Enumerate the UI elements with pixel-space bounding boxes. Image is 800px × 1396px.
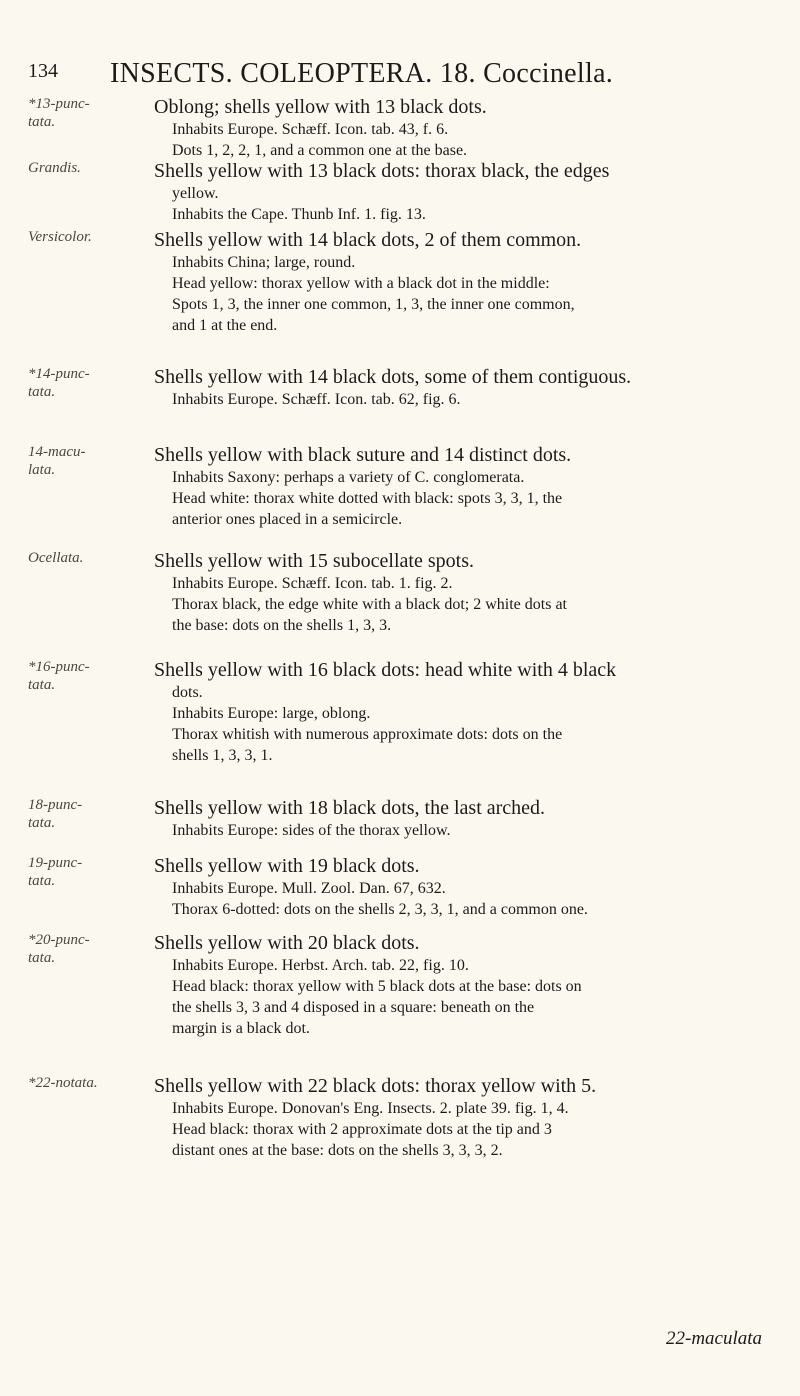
species-name — [28, 658, 123, 694]
running-title: INSECTS. COLEOPTERA. 18. Coccinella. — [110, 58, 614, 89]
description-main: Shells yellow with 16 black dots: head white with 4 black — [154, 659, 617, 681]
description-detail-line: Thorax whitish with numerous approximate dots: dots on the — [172, 726, 563, 743]
species-description — [154, 1074, 788, 1161]
description-detail-line: Inhabits Europe. Donovan's Eng. Insects. 2. plate 39. fig. 1, 4. — [172, 1100, 569, 1117]
description-detail-line: Thorax 6-dotted: dots on the shells 2, 3, 3, 1, and a common one. — [172, 901, 588, 918]
description-detail-line: Head white: thorax white dotted with black: spots 3, 3, 1, the — [172, 490, 563, 507]
species-description — [154, 95, 788, 161]
species-name-line: *16-punc- — [28, 659, 90, 675]
description-detail-line: dots. — [172, 684, 203, 701]
description-main: Shells yellow with 22 black dots: thorax yellow with 5. — [154, 1075, 597, 1097]
species-description — [154, 365, 788, 410]
description-detail-line: Inhabits China; large, round. — [172, 254, 356, 271]
species-name-line: tata. — [28, 815, 56, 831]
species-name-line: 14-macu- — [28, 444, 86, 460]
species-name — [28, 95, 123, 131]
species-description — [154, 658, 788, 766]
species-description — [154, 931, 788, 1039]
species-name-line: Versicolor. — [28, 229, 92, 245]
species-name-line: tata. — [28, 114, 56, 130]
species-name — [28, 365, 123, 401]
species-name — [28, 443, 123, 479]
description-detail-line: Head black: thorax yellow with 5 black dots at the base: dots on — [172, 978, 582, 995]
species-description — [154, 549, 788, 636]
description-main: Shells yellow with 20 black dots. — [154, 932, 420, 954]
description-detail-line: Inhabits the Cape. Thunb Inf. 1. fig. 13. — [172, 206, 426, 223]
description-detail-line: Inhabits Europe. Herbst. Arch. tab. 22, fig. 10. — [172, 957, 469, 974]
species-name-line: tata. — [28, 677, 56, 693]
description-main: Shells yellow with 19 black dots. — [154, 855, 420, 877]
description-detail-line: yellow. — [172, 185, 219, 202]
species-name-line: *20-punc- — [28, 932, 90, 948]
description-main: Shells yellow with 15 subocellate spots. — [154, 550, 474, 572]
species-name-line: *22-notata. — [28, 1075, 98, 1091]
description-detail-line: the base: dots on the shells 1, 3, 3. — [172, 617, 392, 634]
description-detail-line: distant ones at the base: dots on the shells 3, 3, 3, 2. — [172, 1142, 503, 1159]
species-name-line: *14-punc- — [28, 366, 90, 382]
description-detail-line: Head black: thorax with 2 approximate dots at the tip and 3 — [172, 1121, 552, 1138]
description-detail-line: the shells 3, 3 and 4 disposed in a square: beneath on the — [172, 999, 535, 1016]
description-detail-line: Spots 1, 3, the inner one common, 1, 3, the inner one common, — [172, 296, 575, 313]
description-detail-line: Inhabits Europe. Mull. Zool. Dan. 67, 632. — [172, 880, 446, 897]
description-detail-line: shells 1, 3, 3, 1. — [172, 747, 273, 764]
page-header — [28, 46, 778, 94]
species-name-line: tata. — [28, 873, 56, 889]
description-main: Shells yellow with 14 black dots, some of them contiguous. — [154, 366, 632, 388]
description-detail-line: Inhabits Europe: sides of the thorax yellow. — [172, 822, 451, 839]
description-detail-line: Dots 1, 2, 2, 1, and a common one at the base. — [172, 142, 468, 159]
catchword: 22-maculata — [666, 1328, 763, 1349]
description-detail-line: Thorax black, the edge white with a black dot; 2 white dots at — [172, 596, 567, 613]
description-detail-line: margin is a black dot. — [172, 1020, 310, 1037]
species-description — [154, 854, 788, 920]
description-detail-line: Head yellow: thorax yellow with a black dot in the middle: — [172, 275, 550, 292]
description-detail-line: and 1 at the end. — [172, 317, 278, 334]
description-main: Oblong; shells yellow with 13 black dots. — [154, 96, 487, 118]
species-name-line: Grandis. — [28, 160, 81, 176]
species-description — [154, 443, 788, 530]
species-name-line: tata. — [28, 950, 56, 966]
species-name-line: 19-punc- — [28, 855, 83, 871]
species-name — [28, 1074, 123, 1092]
species-name-line: *13-punc- — [28, 96, 90, 112]
description-detail-line: Inhabits Europe. Schæff. Icon. tab. 62, fig. 6. — [172, 391, 461, 408]
page-number: 134 — [28, 60, 58, 82]
species-name — [28, 796, 123, 832]
species-name — [28, 159, 123, 177]
description-main: Shells yellow with 18 black dots, the last arched. — [154, 797, 546, 819]
species-name-line: 18-punc- — [28, 797, 83, 813]
description-detail-line: Inhabits Europe. Schæff. Icon. tab. 43, f. 6. — [172, 121, 449, 138]
description-detail-line: anterior ones placed in a semicircle. — [172, 511, 403, 528]
description-main: Shells yellow with 13 black dots: thorax black, the edges — [154, 160, 610, 182]
species-name — [28, 549, 123, 567]
description-detail-line: Inhabits Europe: large, oblong. — [172, 705, 371, 722]
description-detail-line: Inhabits Saxony: perhaps a variety of C. conglomerata. — [172, 469, 525, 486]
species-description — [154, 796, 788, 841]
species-description — [154, 159, 788, 225]
species-name — [28, 854, 123, 890]
species-description — [154, 228, 788, 336]
species-name-line: lata. — [28, 462, 56, 478]
description-detail-line: Inhabits Europe. Schæff. Icon. tab. 1. fig. 2. — [172, 575, 453, 592]
species-name-line: Ocellata. — [28, 550, 84, 566]
species-name — [28, 931, 123, 967]
species-name — [28, 228, 123, 246]
species-name-line: tata. — [28, 384, 56, 400]
description-main: Shells yellow with 14 black dots, 2 of them common. — [154, 229, 582, 251]
description-main: Shells yellow with black suture and 14 distinct dots. — [154, 444, 572, 466]
